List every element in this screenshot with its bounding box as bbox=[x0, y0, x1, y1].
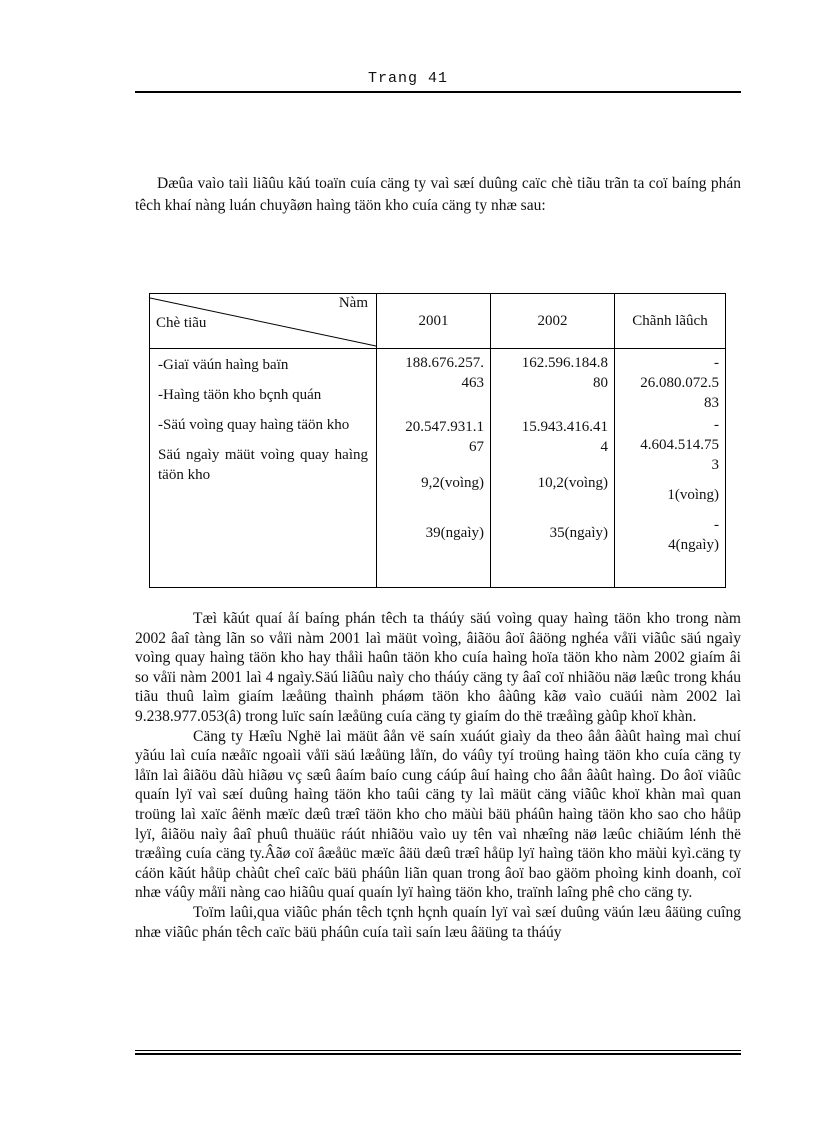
val-2001-days: 39(ngaìy) bbox=[425, 525, 484, 541]
paragraph-3: Toïm laûi,qua viãûc phán têch tçnh hçnh quaín lyï vaì sæí duûng väún læu âäüng cuîng nhæ viãûc phán têch caïc bäü pháûn cuía taìi saín læu âäüng ta tháúy bbox=[135, 903, 741, 941]
val-2002-cogs: 162.596.184.8 80 bbox=[521, 355, 608, 391]
val-2002-inventory: 15.943.416.41 4 bbox=[521, 419, 608, 455]
val-2002-turnover: 10,2(voìng) bbox=[537, 475, 608, 491]
inventory-table bbox=[149, 293, 726, 588]
label-avg-inventory: -Haìng täön kho bçnh quán bbox=[158, 387, 322, 403]
val-2001-inventory: 20.547.931.1 67 bbox=[405, 419, 484, 455]
val-diff-turnover: 1(voìng) bbox=[667, 487, 719, 503]
col-header-diff: Chãnh lãûch bbox=[615, 294, 726, 349]
val-2001-cogs: 188.676.257. 463 bbox=[405, 355, 484, 391]
val-2002-days: 35(ngaìy) bbox=[549, 525, 608, 541]
analysis-text bbox=[135, 609, 741, 942]
table-body-row bbox=[150, 349, 726, 588]
intro-paragraph bbox=[135, 173, 741, 217]
col-header-2002: 2002 bbox=[491, 294, 615, 349]
label-turnover: -Säú voìng quay haìng täön kho bbox=[158, 417, 350, 433]
col-header-2001: 2001 bbox=[377, 294, 491, 349]
val-2001-turnover: 9,2(voìng) bbox=[421, 475, 484, 491]
col-diff-cell bbox=[615, 349, 726, 588]
page-header: Trang 41 bbox=[367, 70, 448, 87]
col-2002-cell bbox=[491, 349, 615, 588]
val-diff-days: - 4(ngaìy) bbox=[668, 517, 719, 553]
paragraph-2: Cäng ty Hæîu Nghë laì mäüt âån vë saín xuáút giaìy da theo âån âàût haìng maì chuí yãúu laì cuía næåïc ngoaìi våïi säú læåüng låïn, do váûy tyí troüng haìng täön kho cuía cäng ty låïn laì âiãöu dãù hiãøu vç sæû âaím baío cung cáúp âuí haìng cho âån âàût haìng. Do âoï viãûc quaín lyï vaì sæí duûng haìng täön kho taûi cäng ty laì mäüt cäng viãûc khoï khàn maì quan troüng laì xaïc âënh mæïc dæû træî täön kho cho mäùi bäü pháûn haìng täön kho sao cho håüp lyï, âiãöu naìy âaî phuû thuäüc ráút nhiãöu vaìo uy tên vaì nhæîng näø læûc chiãúm lénh thë træåìng cuía cäng ty.Âãø coï âæåüc mæïc âäü dæû træî håüp lyï haìng täön kho mäùi kyì.cäng ty cáön kãút håüp chàût cheî caïc bäü pháûn liãn quan trong âoï bao gäöm phoìng kinh doanh, coï nhæ váûy måïi nàng cao hiãûu quaí quaín lyï haìng täön kho, traïnh laîng phê cho cäng ty. bbox=[135, 727, 741, 902]
corner-cell bbox=[150, 294, 377, 349]
val-diff-cogs: - 26.080.072.5 83 bbox=[640, 355, 719, 411]
label-cost-of-goods: -Giaï väún haìng baïn bbox=[158, 357, 289, 373]
paragraph-1: Tæì kãút quaí åí baíng phán têch ta tháúy säú voìng quay haìng täön kho trong nàm 2002 âaî tàng lãn so våïi nàm 2001 laì mäüt voìng, âiãöu âoï âäöng nghéa våïi viãûc säú ngaìy voìng quay haìng täön kho hay thåìi haûn täön kho cuía haìng hoïa täön kho nàm 2002 giaím âi so våïi nàm 2001 laì 4 ngaìy.Säú liãûu naìy cho tháúy cäng ty âaî coï nhiãöu näø læûc trong kháu tiãu thuû laìm giaím læåüng thaình pháøm täön kho âàûng kãø vaìo cuäúi nàm 2002 laì 9.238.977.053(â) trong luïc saín læåüng cuía cäng ty giaím do thë træåìng gàûp khoï khàn. bbox=[135, 610, 741, 725]
col-2001-cell bbox=[377, 349, 491, 588]
corner-indicator-label: Chè tiãu bbox=[156, 315, 207, 331]
row-labels-cell bbox=[150, 349, 377, 588]
val-diff-inventory: - 4.604.514.75 3 bbox=[640, 417, 719, 473]
footer-rule-thick bbox=[135, 1053, 741, 1055]
header-rule bbox=[135, 91, 741, 93]
corner-year-label: Nàm bbox=[338, 295, 368, 311]
table-header-row bbox=[150, 294, 726, 349]
label-days: Säú ngaìy mäüt voìng quay haìng täön kho bbox=[158, 447, 368, 483]
intro-text: Dæûa vaìo taìi liãûu kãú toaïn cuía cäng ty vaì sæí duûng caïc chè tiãu trãn ta coï baíng phán têch khaí nàng luán chuyãøn haìng täön kho cuía cäng ty nhæ sau: bbox=[135, 175, 741, 214]
footer-rule-thin bbox=[135, 1050, 741, 1051]
